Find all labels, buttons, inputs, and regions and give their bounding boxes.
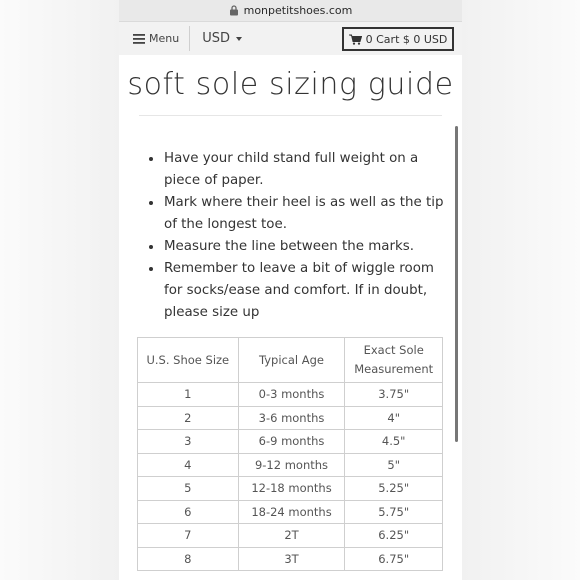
chevron-down-icon xyxy=(236,37,242,41)
cell-size: 6 xyxy=(138,500,239,524)
cell-size: 7 xyxy=(138,524,239,548)
cell-size: 2 xyxy=(138,406,239,430)
cell-size: 3 xyxy=(138,430,239,454)
cell-measurement: 5.75" xyxy=(345,500,443,524)
cell-size: 8 xyxy=(138,547,239,571)
cart-icon xyxy=(349,34,362,45)
table-row xyxy=(138,477,443,501)
header-divider xyxy=(189,26,190,51)
instructions-list xyxy=(119,148,449,324)
cell-measurement: 3.75" xyxy=(345,383,443,407)
table-row xyxy=(138,430,443,454)
currency-value: USD xyxy=(202,31,230,46)
cell-age: 18-24 months xyxy=(238,500,345,524)
table-row xyxy=(138,383,443,407)
cell-measurement: 6.25" xyxy=(345,524,443,548)
cell-measurement: 4" xyxy=(345,406,443,430)
table-row xyxy=(138,453,443,477)
table-row xyxy=(138,406,443,430)
cell-age: 0-3 months xyxy=(238,383,345,407)
table-row xyxy=(138,500,443,524)
column-header: Exact Sole Measurement xyxy=(345,338,443,383)
hamburger-icon xyxy=(133,34,145,44)
menu-button[interactable] xyxy=(133,22,179,55)
background-left xyxy=(0,0,119,580)
scrollbar[interactable] xyxy=(455,126,458,442)
table-row xyxy=(138,547,443,571)
site-header xyxy=(119,22,462,55)
column-header: Typical Age xyxy=(238,338,345,383)
background-right xyxy=(462,0,580,580)
title-divider xyxy=(139,115,442,116)
cart-label: 0 Cart $ 0 USD xyxy=(365,32,448,46)
cell-measurement: 5.25" xyxy=(345,477,443,501)
phone-screen xyxy=(119,0,462,580)
cell-measurement: 5" xyxy=(345,453,443,477)
table-header-row xyxy=(138,338,443,383)
list-item: Measure the line between the marks. xyxy=(164,236,449,258)
table-row xyxy=(138,524,443,548)
browser-url-bar[interactable] xyxy=(119,0,462,22)
cell-age: 2T xyxy=(238,524,345,548)
currency-selector[interactable] xyxy=(202,31,242,46)
menu-label: Menu xyxy=(149,32,180,45)
cell-size: 1 xyxy=(138,383,239,407)
cell-size: 5 xyxy=(138,477,239,501)
cell-size: 4 xyxy=(138,453,239,477)
cart-button[interactable] xyxy=(342,27,454,51)
cell-age: 9-12 months xyxy=(238,453,345,477)
list-item: Have your child stand full weight on a piece of paper. xyxy=(164,148,449,192)
list-item: Mark where their heel is as well as the tip of the longest toe. xyxy=(164,192,449,236)
cell-age: 3T xyxy=(238,547,345,571)
cell-age: 3-6 months xyxy=(238,406,345,430)
list-item: Remember to leave a bit of wiggle room for socks/ease and comfort. If in doubt, please size up xyxy=(164,258,449,324)
cell-measurement: 6.75" xyxy=(345,547,443,571)
size-chart-table xyxy=(137,337,443,571)
lock-icon xyxy=(229,5,239,16)
column-header: U.S. Shoe Size xyxy=(138,338,239,383)
cell-age: 12-18 months xyxy=(238,477,345,501)
cell-measurement: 4.5" xyxy=(345,430,443,454)
page-title: soft sole sizing guide xyxy=(127,67,454,102)
cell-age: 6-9 months xyxy=(238,430,345,454)
url-text: monpetitshoes.com xyxy=(243,4,353,17)
